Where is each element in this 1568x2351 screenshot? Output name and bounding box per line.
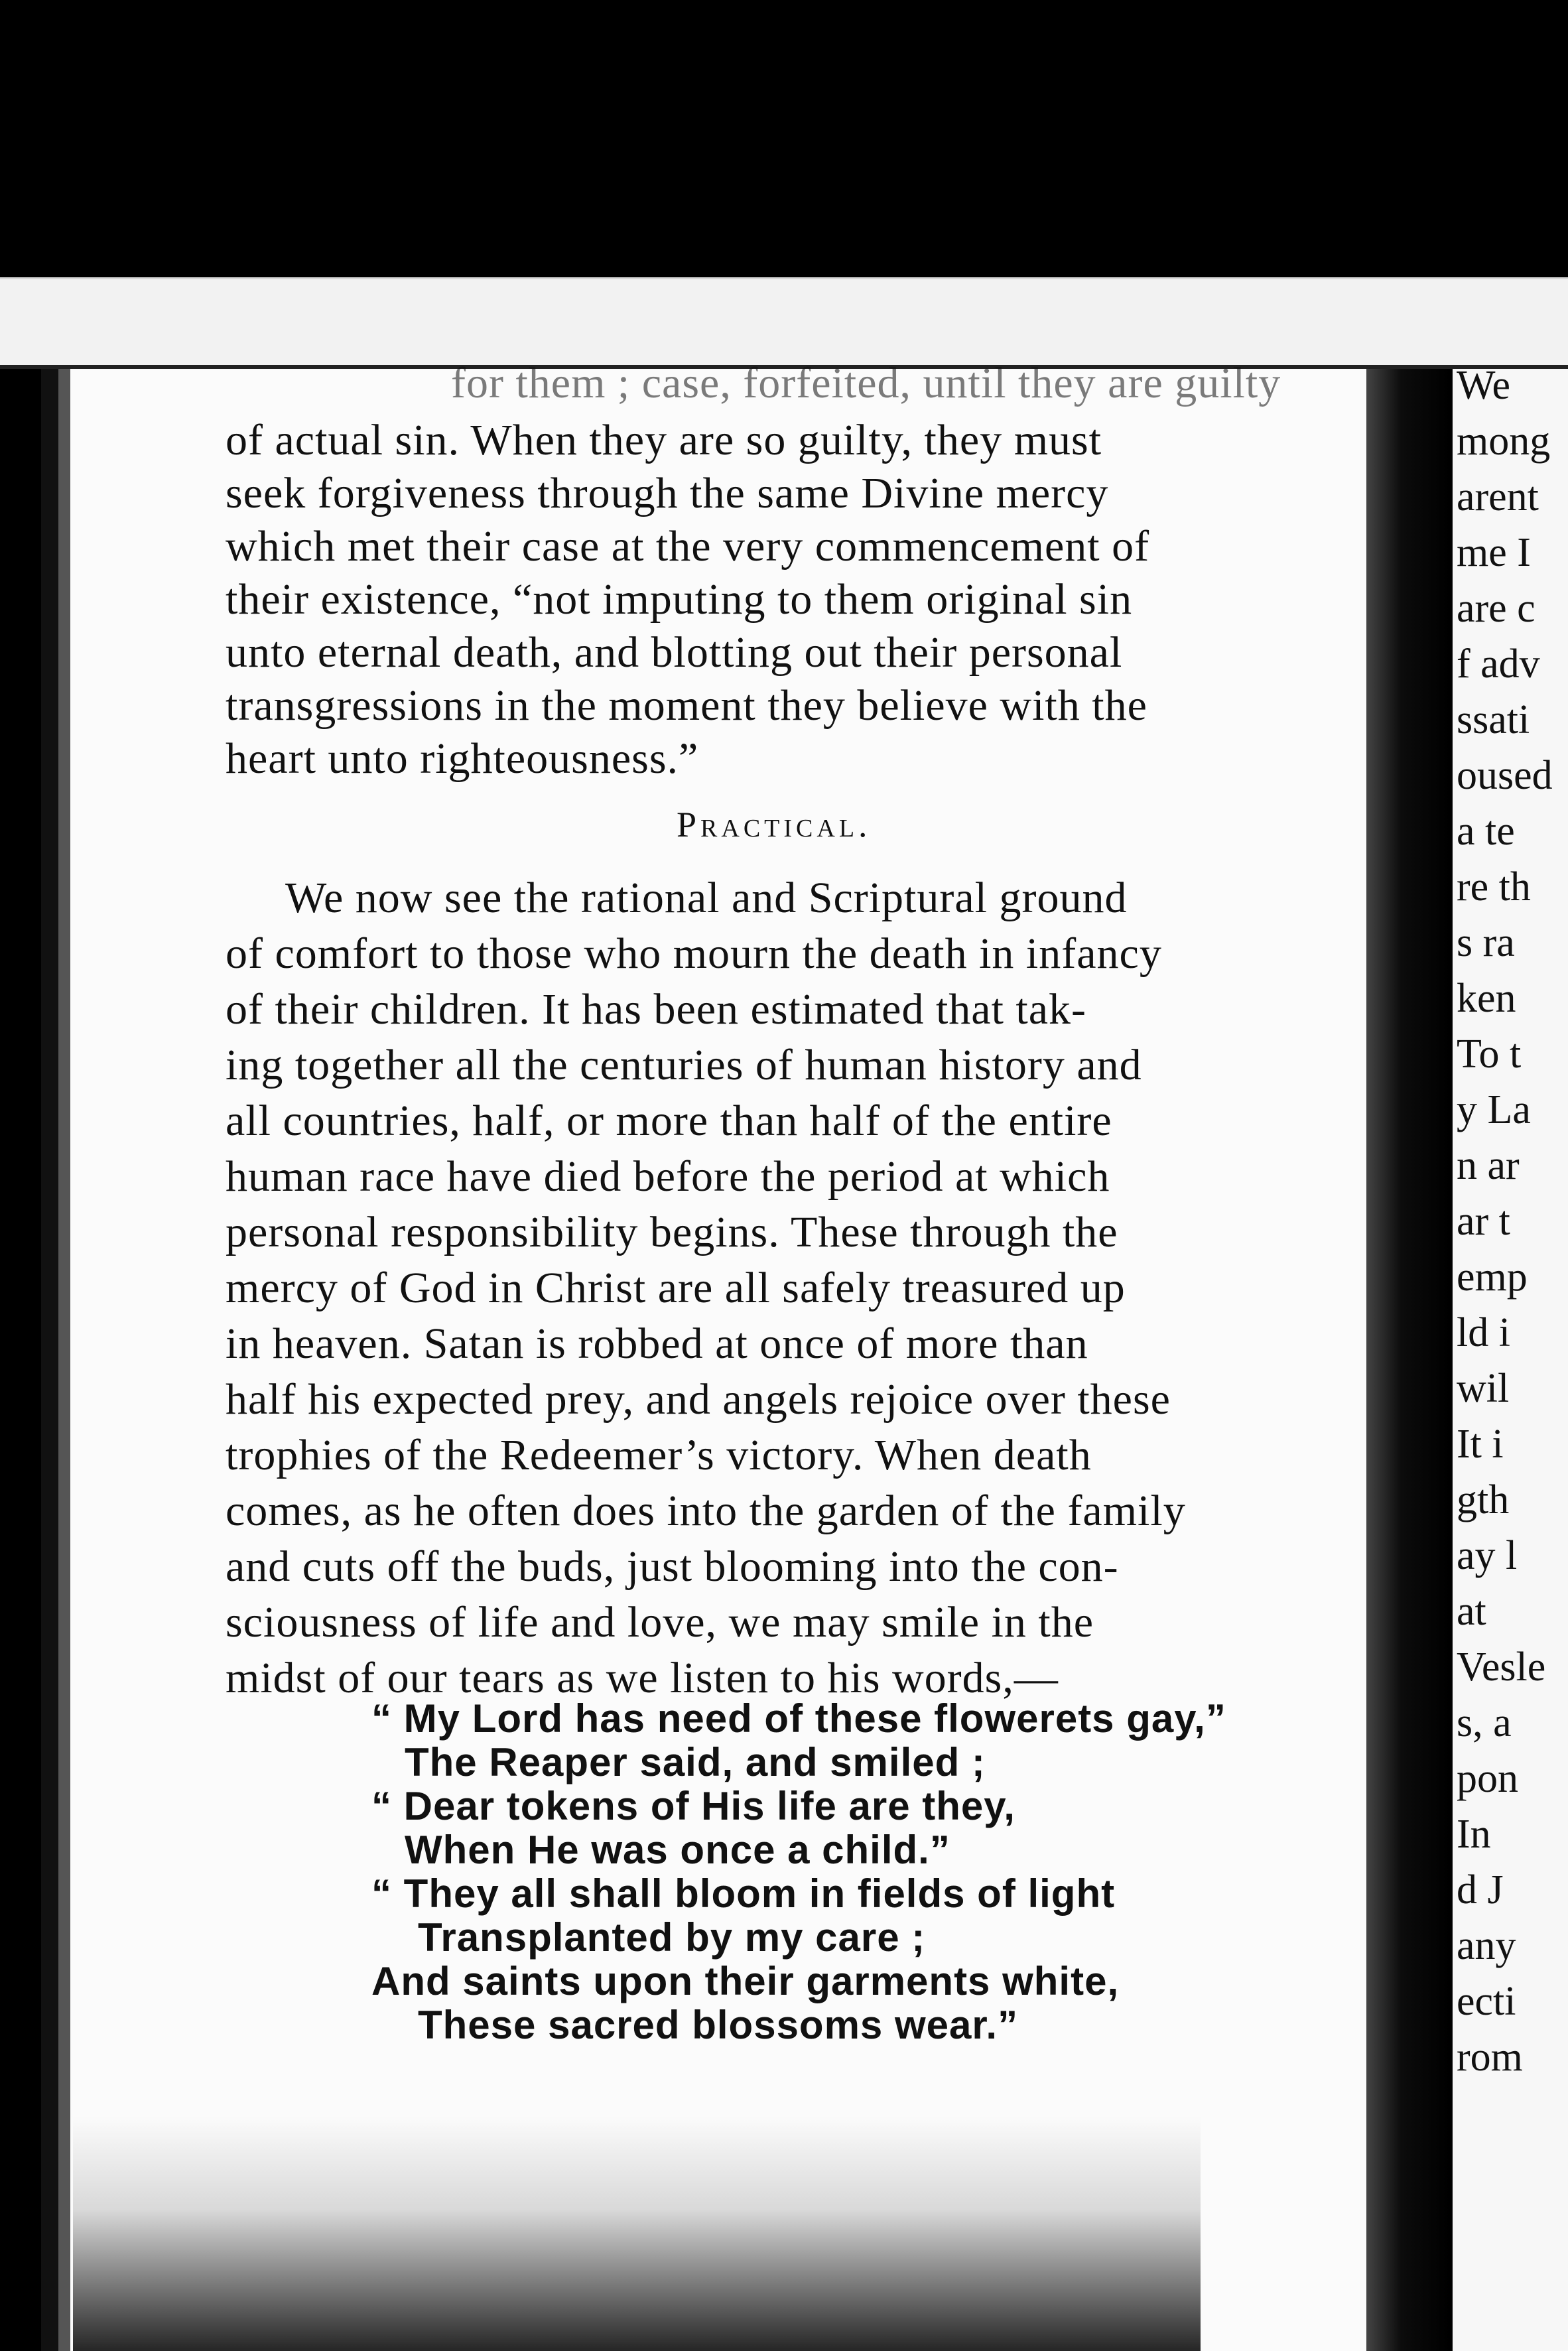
right-page-fragment: s ra xyxy=(1457,920,1515,965)
poem-line: “ Dear tokens of His life are they, xyxy=(371,1784,1015,1828)
page-left-shadow-soft xyxy=(58,369,70,2351)
text-line: seek forgiveness through the same Divine mercy xyxy=(226,469,1109,517)
text-line: heart unto righteousness.” xyxy=(226,734,699,783)
page-left-shadow xyxy=(41,369,58,2351)
poem-line: “ My Lord has need of these flowerets gay,” xyxy=(371,1696,1226,1741)
right-page-fragment: We xyxy=(1457,369,1511,408)
right-page-fragment: me I xyxy=(1457,530,1531,575)
right-page-fragment: oused xyxy=(1457,753,1553,798)
text-line: in heaven. Satan is robbed at once of more than xyxy=(226,1319,1088,1368)
right-page-fragment: ld i xyxy=(1457,1310,1510,1355)
right-page-fragment: are c xyxy=(1457,586,1535,631)
right-page-fragment: pon xyxy=(1457,1756,1518,1801)
right-page-fragment: ay l xyxy=(1457,1533,1518,1578)
right-page-fragment: any xyxy=(1457,1923,1516,1968)
right-page-fragment: gth xyxy=(1457,1477,1510,1522)
right-page-fragment: a te xyxy=(1457,809,1515,854)
right-page-fragment: n ar xyxy=(1457,1143,1520,1188)
page-bottom-smudge xyxy=(73,2116,1201,2351)
right-page-fragment: d J xyxy=(1457,1867,1504,1913)
right-page-fragment: at xyxy=(1457,1589,1486,1634)
right-page-fragment: To t xyxy=(1457,1032,1522,1077)
text-line: unto eternal death, and blotting out their personal xyxy=(226,628,1123,677)
right-page-fragment: re th xyxy=(1457,864,1531,909)
poem-line: The Reaper said, and smiled ; xyxy=(405,1740,986,1784)
text-line: midst of our tears as we listen to his words,— xyxy=(226,1654,1059,1702)
text-line: sciousness of life and love, we may smile in the xyxy=(226,1598,1094,1646)
right-page-fragment: It i xyxy=(1457,1422,1504,1467)
text-line: their existence, “not imputing to them original sin xyxy=(226,575,1133,624)
right-page-fragment: ken xyxy=(1457,976,1516,1021)
text-line: of actual sin. When they are so guilty, they must xyxy=(226,416,1102,464)
right-page-fragment: rom xyxy=(1457,2035,1523,2080)
text-line: trophies of the Redeemer’s victory. When death xyxy=(226,1431,1092,1479)
right-page-fragment: f adv xyxy=(1457,641,1540,687)
poem-line: These sacred blossoms wear.” xyxy=(418,2003,1019,2047)
right-page-fragment: s, a xyxy=(1457,1700,1512,1745)
text-line: and cuts off the buds, just blooming into the con- xyxy=(226,1542,1119,1591)
poem-line: Transplanted by my care ; xyxy=(418,1915,926,1960)
text-line: which met their case at the very commencement of xyxy=(226,522,1150,571)
text-line: human race have died before the period at which xyxy=(226,1152,1110,1201)
right-page-fragment: emp xyxy=(1457,1254,1528,1300)
right-page-fragment: mong xyxy=(1457,419,1551,464)
text-line: mercy of God in Christ are all safely treasured up xyxy=(226,1264,1126,1312)
text-line: of their children. It has been estimated that tak- xyxy=(226,985,1087,1034)
text-line: We now see the rational and Scriptural ground xyxy=(285,874,1128,922)
right-page-fragment: ssati xyxy=(1457,697,1530,742)
right-page-fragment: ecti xyxy=(1457,1979,1516,2024)
scanner-strip xyxy=(0,277,1568,367)
text-line: all countries, half, or more than half of the entire xyxy=(226,1097,1112,1145)
poem-line: And saints upon their garments white, xyxy=(371,1959,1120,2003)
right-page-fragment: Vesle xyxy=(1457,1645,1546,1690)
text-line: of comfort to those who mourn the death in infancy xyxy=(226,929,1162,978)
text-line: ing together all the centuries of human history and xyxy=(226,1041,1142,1089)
text-line: transgressions in the moment they believe with the xyxy=(226,681,1147,730)
section-heading: Practical. xyxy=(677,805,872,844)
text-line-partial: for them ; case, forfeited, until they are guilty xyxy=(451,359,1281,407)
text-line: half his expected prey, and angels rejoice over these xyxy=(226,1375,1171,1424)
right-page-fragment: wil xyxy=(1457,1366,1510,1411)
poem-line: “ They all shall bloom in fields of light xyxy=(371,1871,1116,1916)
text-line: personal responsibility begins. These through the xyxy=(226,1208,1118,1256)
text-line: comes, as he often does into the garden of the family xyxy=(226,1487,1186,1535)
right-page-fragment: arent xyxy=(1457,474,1539,519)
right-page-edge xyxy=(1453,369,1568,2351)
poem-line: When He was once a child.” xyxy=(405,1828,950,1872)
right-page-fragment: ar t xyxy=(1457,1199,1510,1244)
right-page-fragment: In xyxy=(1457,1812,1491,1857)
black-border-top xyxy=(0,0,1568,277)
right-page-fragment: y La xyxy=(1457,1087,1531,1132)
